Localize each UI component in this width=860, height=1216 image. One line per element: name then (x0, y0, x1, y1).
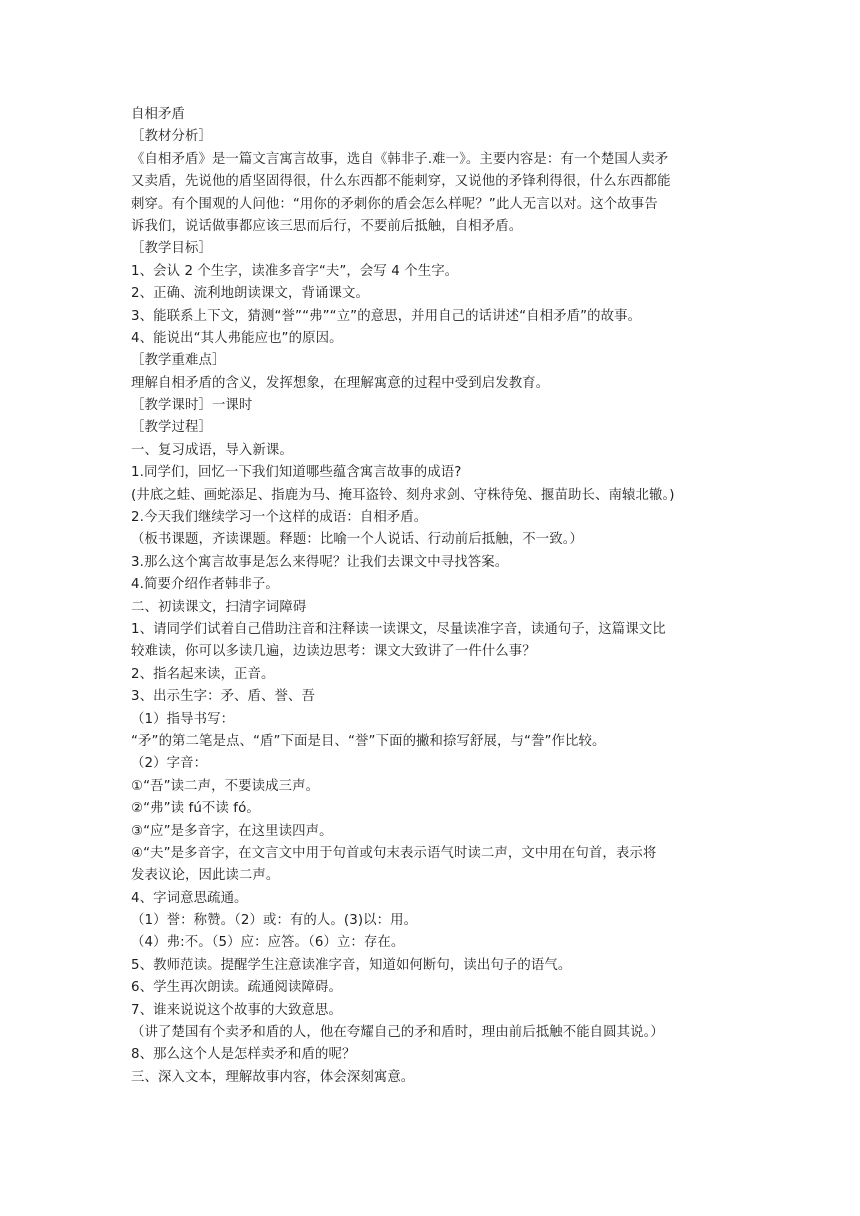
list-item: ④“夫”是多音字，在文言文中用于句首或句末表示语气时读二声，文中用在句首，表示将 (131, 845, 657, 861)
section-heading: ［教材分析］ (131, 129, 212, 145)
paragraph-line: 理解自相矛盾的含义，发挥想象，在理解寓意的过程中受到启发教育。 (131, 375, 550, 391)
document-body (131, 104, 731, 1089)
list-item: 7、谁来说说这个故事的大致意思。 (131, 1002, 342, 1018)
paragraph-line: 较难读，你可以多读几遍，边读边思考：课文大致讲了一件什么事？ (131, 644, 536, 660)
paragraph-line: 诉我们，说话做事都应该三思而后行，不要前后抵触，自相矛盾。 (131, 218, 523, 234)
list-item: 3.那么这个寓言故事是怎么来得呢？让我们去课文中寻找答案。 (131, 554, 509, 570)
list-item: 1.同学们，回忆一下我们知道哪些蕴含寓言故事的成语? (131, 465, 462, 481)
document-title: 自相矛盾 (131, 107, 185, 122)
list-item: （4）弗:不。（5）应：应答。（6）立：存在。 (131, 935, 405, 951)
list-item: 4.简要介绍作者韩非子。 (131, 577, 279, 593)
section-heading: ［教学过程］ (131, 420, 212, 436)
list-item: 8、那么这个人是怎样卖矛和盾的呢？ (131, 1047, 356, 1063)
list-item: （1）指导书写： (131, 711, 235, 727)
subsection-heading: 一、复习成语，导入新课。 (131, 442, 293, 458)
list-item: 2、指名起来读，正音。 (131, 666, 275, 682)
list-item: ②“弗”读 fú不读 fó。 (131, 801, 260, 817)
list-item: 4、能说出“其人弗能应也”的原因。 (131, 330, 343, 346)
paragraph-line: 《自相矛盾》是一篇文言寓言故事，选自《韩非子.难一》。主要内容是：有一个楚国人卖矛 (131, 151, 669, 167)
paragraph-line: 又卖盾，先说他的盾坚固得很，什么东西都不能刺穿，又说他的矛锋利得很，什么东西都能 (131, 174, 671, 190)
list-item: 3、能联系上下文，猜测“誉”“弗”“立”的意思，并用自己的话讲述“自相矛盾”的故事。 (131, 308, 642, 324)
paragraph-line: 刺穿。有个围观的人问他：“用你的矛刺你的盾会怎么样呢？”此人无言以对。这个故事告 (131, 196, 658, 212)
list-item: 6、学生再次朗读。疏通阅读障碍。 (131, 980, 342, 996)
list-item: 2.今天我们继续学习一个这样的成语：自相矛盾。 (131, 510, 428, 526)
paragraph-line: （板书课题，齐读课题。释题：比喻一个人说话、行动前后抵触，不一致。） (131, 532, 583, 548)
paragraph-line: “矛”的第二笔是点、“盾”下面是目、“誉”下面的撇和捺写舒展，与“誊”作比较。 (131, 733, 606, 749)
paragraph-line: 发表议论，因此读二声。 (131, 868, 280, 884)
list-item: 3、出示生字：矛、盾、誉、吾 (131, 689, 315, 705)
list-item: ③“应”是多音字，在这里读四声。 (131, 823, 333, 839)
list-item: （2）字音： (131, 756, 208, 772)
list-item: 5、教师范读。提醒学生注意读准字音，知道如何断句，读出句子的语气。 (131, 957, 572, 973)
list-item: ①“吾”读二声，不要读成三声。 (131, 778, 320, 794)
section-heading: ［教学重难点］ (131, 353, 226, 369)
section-heading: ［教学课时］一课时 (131, 398, 253, 414)
subsection-heading: 三、深入文本，理解故事内容，体会深刻寓意。 (131, 1069, 415, 1085)
paragraph-line: (井底之蛙、画蛇添足、指鹿为马、掩耳盗铃、刻舟求剑、守株待兔、揠苗助长、南辕北辙。) (131, 487, 675, 503)
list-item: （1）誉：称赞。（2）或：有的人。(3)以：用。 (131, 913, 418, 929)
list-item: 1、请同学们试着自己借助注音和注释读一读课文，尽量读准字音，读通句子，这篇课文比 (131, 621, 666, 637)
list-item: 1、会认 2 个生字，读准多音字“夫”，会写 4 个生字。 (131, 263, 459, 279)
subsection-heading: 二、初读课文，扫清字词障碍 (131, 599, 307, 615)
paragraph-line: （讲了楚国有个卖矛和盾的人，他在夸耀自己的矛和盾时，理由前后抵触不能自圆其说。） (131, 1025, 664, 1041)
list-item: 2、正确、流利地朗读课文，背诵课文。 (131, 286, 369, 302)
list-item: 4、字词意思疏通。 (131, 890, 248, 906)
section-heading: ［教学目标］ (131, 241, 212, 257)
